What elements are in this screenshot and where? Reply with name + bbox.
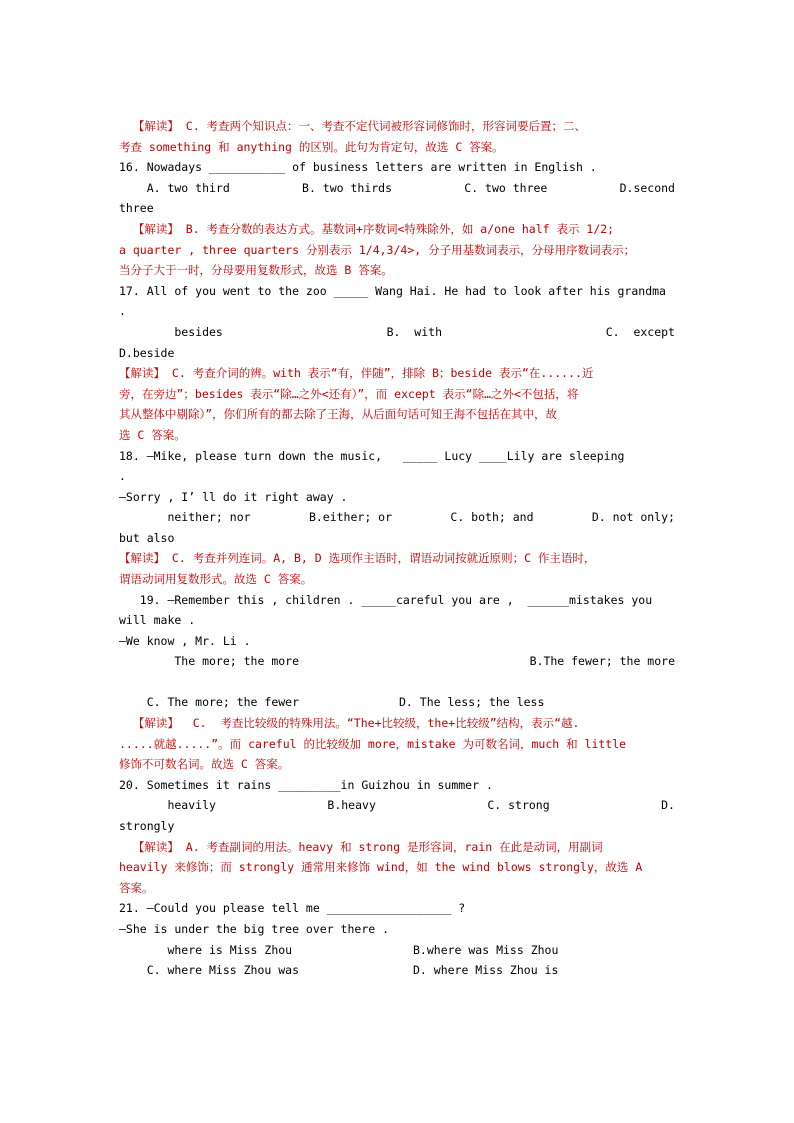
question-21-options-ab xyxy=(119,940,675,961)
question-19-reply: —We know , Mr. Li . xyxy=(119,633,251,648)
explanation-line: 答案。 xyxy=(119,880,154,895)
option-continuation: strongly xyxy=(119,819,175,833)
question-17-options xyxy=(119,322,675,343)
question-16-stem: 16. Nowadays ___________ of business letters are written in English . xyxy=(119,160,597,175)
option-d: D. xyxy=(661,798,675,813)
option-c: C. both; and xyxy=(450,510,534,525)
option-continuation: but also xyxy=(119,530,175,545)
explanation-line: 当分子大于一时，分母要用复数形式，故选 B 答案。 xyxy=(119,263,393,278)
document-page xyxy=(119,116,675,981)
option-b: B. with xyxy=(386,324,442,339)
question-18-stem: 18. —Mike, please turn down the music, _____ Lucy ____Lily are sleeping xyxy=(119,448,625,463)
option-b: B.where was Miss Zhou xyxy=(413,942,559,957)
explanation-line: 修饰不可数名词。故选 C 答案。 xyxy=(119,757,290,772)
explanation-line: a quarter , three quarters 分别表示 1/4,3/4>, 分子用基数词表示，分母用序数词表示； xyxy=(119,242,636,257)
option-c: C. strong xyxy=(487,798,550,813)
option-a: besides xyxy=(119,324,223,339)
option-b: B.either; or xyxy=(308,510,393,525)
option-b: B. two thirds xyxy=(302,180,393,195)
option-a: where is Miss Zhou xyxy=(119,942,293,957)
question-19-options-ab xyxy=(119,651,675,692)
option-d: D. where Miss Zhou is xyxy=(413,963,559,978)
explanation-line: 【解读】 C. 考查比较级的特殊用法。“The+比较级，the+比较级”结构，表示“越. xyxy=(119,716,580,731)
explanation-line: 【解读】 C. 考查介词的辨。with 表示“有，伴随”，排除 B；beside 表示“在......近 xyxy=(119,366,594,381)
explanation-line: 选 C 答案。 xyxy=(119,427,186,442)
question-21-reply: —She is under the big tree over there . xyxy=(119,921,390,936)
question-20-options xyxy=(119,795,675,816)
question-19-options-cd xyxy=(119,692,675,713)
option-d: D. not only; xyxy=(591,510,675,525)
question-21-stem: 21. —Could you please tell me __________________ ? xyxy=(119,901,466,916)
explanation-line: 其从整体中剔除）”，你们所有的都去除了王海，从后面句话可知王海不包括在其中，故 xyxy=(119,407,558,422)
question-18-reply: —Sorry , I’ ll do it right away . xyxy=(119,489,348,504)
option-c: C. The more; the fewer xyxy=(119,695,300,710)
option-b: B.The fewer; the more xyxy=(529,654,675,669)
question-continuation: will make . xyxy=(119,613,196,628)
option-d: D.beside xyxy=(119,345,175,360)
explanation-line: heavily 来修饰；而 strongly 通常用来修饰 wind，如 the wind blows strongly，故选 A xyxy=(119,860,643,875)
question-16-options xyxy=(119,178,675,199)
option-d: D. The less; the less xyxy=(399,695,545,710)
option-c: C. where Miss Zhou was xyxy=(119,963,300,978)
option-c: C. except xyxy=(605,324,675,339)
question-19-stem: 19. —Remember this , children . _____careful you are , ______mistakes you xyxy=(119,592,653,607)
explanation-line: 【解读】 C. 考查并列连词。A, B, D 选项作主语时，谓语动词按就近原则；C 作主语时， xyxy=(119,551,596,566)
option-d: D.second xyxy=(619,180,675,195)
explanation-line: 考查 something 和 anything 的区别。此句为肯定句，故选 C 答案。 xyxy=(119,139,504,154)
explanation-line: 谓语动词用复数形式。故选 C 答案。 xyxy=(119,572,313,587)
option-a: The more; the more xyxy=(119,654,300,669)
question-18-options xyxy=(119,507,675,528)
question-20-stem: 20. Sometimes it rains _________in Guizhou in summer . xyxy=(119,777,493,792)
option-b: B.heavy xyxy=(327,798,376,813)
question-continuation: . xyxy=(119,469,126,484)
explanation-line: 【解读】 C. 考查两个知识点：一、考查不定代词被形容词修饰时，形容词要后置；二、 xyxy=(119,119,587,133)
option-a: A. two third xyxy=(119,180,230,195)
option-continuation: three xyxy=(119,201,154,216)
explanation-line: 旁，在旁边”；besides 表示“除…之外<还有）”，而 except 表示“除…之外<不包括，将 xyxy=(119,386,579,401)
question-17-stem: 17. All of you went to the zoo _____ Wang Hai. He had to look after his grandma xyxy=(119,283,666,298)
question-21-options-cd xyxy=(119,960,675,981)
option-a: neither; nor xyxy=(119,510,251,525)
option-a: heavily xyxy=(119,798,216,813)
question-continuation: . xyxy=(119,304,126,319)
explanation-line: .....就越.....”。而 careful 的比较级加 more，mistake 为可数名词，much 和 little xyxy=(119,736,627,751)
explanation-line: 【解读】 B. 考查分数的表达方式。基数词+序数词<特殊除外，如 a/one half 表示 1/2; xyxy=(119,221,615,236)
option-c: C. two three xyxy=(464,180,548,195)
explanation-line: 【解读】 A. 考查副词的用法。heavy 和 strong 是形容词，rain 在此是动词，用副词 xyxy=(119,839,603,854)
